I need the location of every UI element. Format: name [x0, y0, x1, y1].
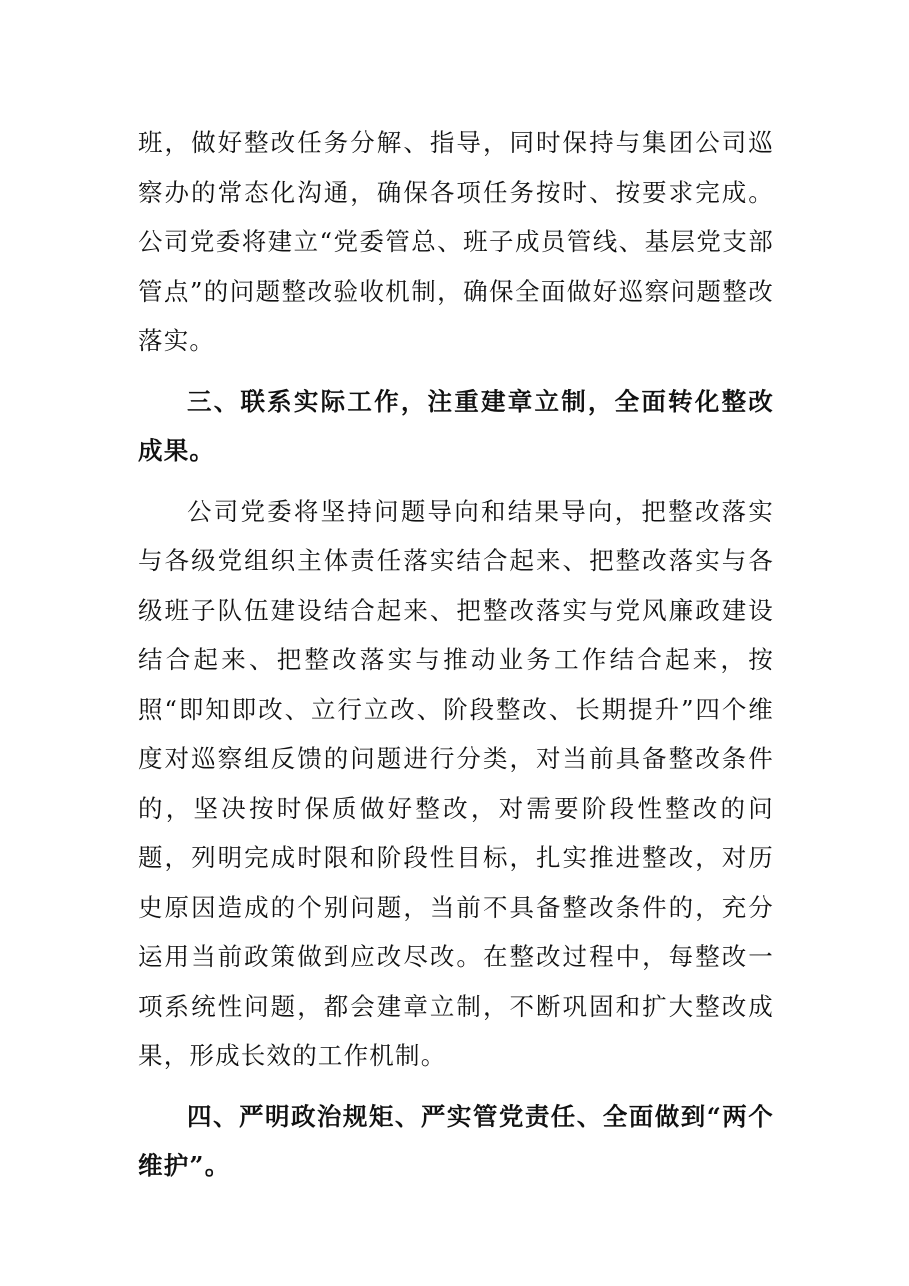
- section-heading-four: 四、严明政治规矩、严实管党责任、全面做到“两个维护”。: [138, 1101, 774, 1180]
- section-heading-three: 三、联系实际工作，注重建章立制，全面转化整改成果。: [138, 386, 774, 465]
- document-body: [138, 118, 774, 1191]
- paragraph-rectification-mechanism: 班，做好整改任务分解、指导，同时保持与集团公司巡察办的常态化沟通，确保各项任务按时、按要求完成。公司党委将建立“党委管总、班子成员管线、基层党支部管点”的问题整改验收机制，确保全面做好巡察问题整改落实。: [138, 128, 774, 355]
- paragraph-institution-building: 公司党委将坚持问题导向和结果导向，把整改落实与各级党组织主体责任落实结合起来、把整改落实与各级班子队伍建设结合起来、把整改落实与党风廉政建设结合起来、把整改落实与推动业务工作结合起来，按照“即知即改、立行立改、阶段整改、长期提升”四个维度对巡察组反馈的问题进行分类，对当前具备整改条件的，坚决按时保质做好整改，对需要阶段性整改的问题，列明完成时限和阶段性目标，扎实推进整改，对历史原因造成的个别问题，当前不具备整改条件的，充分运用当前政策做到应改尽改。在整改过程中，每整改一项系统性问题，都会建章立制，不断巩固和扩大整改成果，形成长效的工作机制。: [138, 496, 774, 1070]
